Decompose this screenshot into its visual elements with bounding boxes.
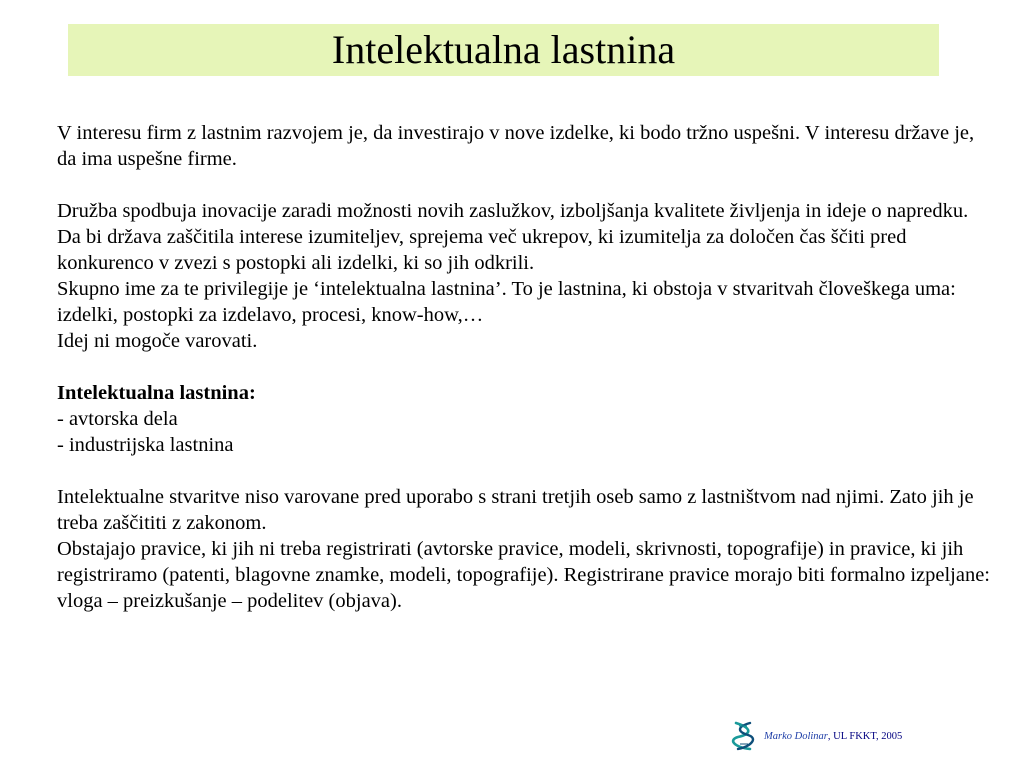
footer-author: Marko Dolinar <box>764 730 828 742</box>
slide-title: Intelektualna lastnina <box>331 27 676 72</box>
footer <box>730 720 902 752</box>
paragraph-society-innovation: Družba spodbuja inovacije zaradi možnosti novih zaslužkov, izboljšanja kvalitete življenja in ideje o napredku. Da bi država zaščitila interese izumiteljev, sprejema več ukrepov, ki izumitelja za določen čas ščiti pred konkurenco v zvezi s postopki ali izdelki, ki so jih odkrili. <box>57 200 969 274</box>
spacer <box>57 458 997 484</box>
paragraph-procedure: vloga – preizkušanje – podelitev (objava). <box>57 590 402 612</box>
list-item-copyright: - avtorska dela <box>57 408 178 430</box>
spacer <box>57 172 997 198</box>
footer-affiliation: , UL FKKT, 2005 <box>827 730 903 742</box>
list-heading: Intelektualna lastnina: <box>57 382 256 404</box>
title-bar <box>68 24 939 76</box>
paragraph-rights-types: Obstajajo pravice, ki jih ni treba registrirati (avtorske pravice, modeli, skrivnosti, topografije) in pravice, ki jih registriramo (patenti, blagovne znamke, modeli, topografije). Registrirane pravice morajo biti formalno izpeljane: <box>57 538 990 586</box>
paragraph-privileges-definition: Skupno ime za te privilegije je ‘intelektualna lastnina’. To je lastnina, ki obstoja v stvaritvah človeškega uma: izdelki, postopki za izdelavo, procesi, know-how,… <box>57 278 956 326</box>
paragraph-ideas-not-protected: Idej ni mogoče varovati. <box>57 330 258 352</box>
paragraph-firms-interest: V interesu firm z lastnim razvojem je, da investirajo v nove izdelke, ki bodo tržno uspešni. V interesu države je, da ima uspešne firme. <box>57 122 975 170</box>
spacer <box>57 354 997 380</box>
dna-helix-icon <box>730 720 758 752</box>
list-item-industrial-property: - industrijska lastnina <box>57 434 234 456</box>
paragraph-protection-by-law: Intelektualne stvaritve niso varovane pred uporabo s strani tretjih oseb samo z lastništvom nad njimi. Zato jih je treba zaščititi z zakonom. <box>57 486 974 534</box>
slide-body <box>57 120 997 614</box>
